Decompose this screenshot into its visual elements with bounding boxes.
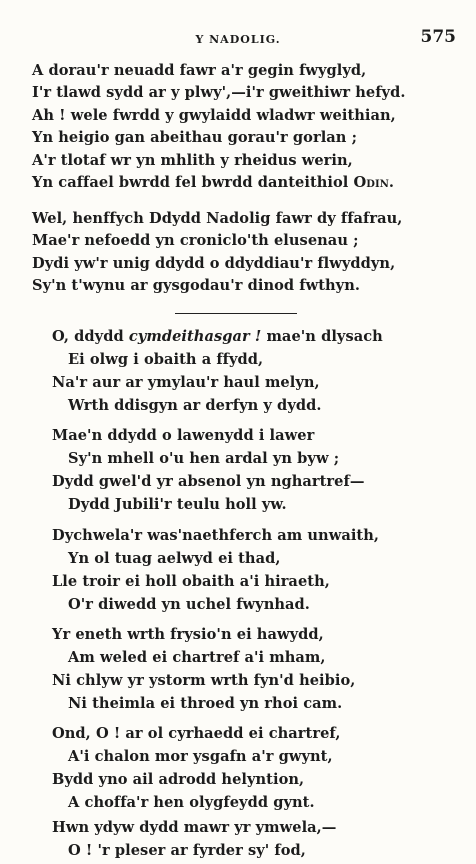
poem2-verse5 (52, 722, 341, 814)
verse-line: Dychwela'r was'naethferch am unwaith, (52, 527, 379, 544)
page-number: 575 (420, 27, 456, 47)
verse-line: Lle troir ei holl obaith a'i hiraeth, (52, 573, 330, 590)
verse-line (32, 172, 405, 194)
verse-line: A dorau'r neuadd fawr a'r gegin fwyglyd, (32, 62, 367, 79)
verse-line: Yr eneth wrth frysio'n ei hawydd, (52, 626, 324, 643)
poem1-stanza1 (32, 60, 405, 194)
poem1-stanza2 (32, 208, 402, 298)
verse-line: Ei olwg i obaith a ffydd, (68, 351, 264, 368)
verse-line: Dydi yw'r unig ddydd o ddyddiau'r flwyddyn, (32, 254, 396, 272)
verse-line: Ond, O ! ar ol cyrhaedd ei chartref, (52, 725, 341, 742)
italic-word: cymdeithasgar ! (128, 328, 262, 345)
poem2-verse4 (52, 623, 355, 715)
poem2-verse2 (52, 424, 364, 516)
verse-line: O'r diwedd yn uchel fwynhad. (68, 596, 310, 613)
verse-line: Wrth ddisgyn ar derfyn y dydd. (68, 397, 322, 414)
poem2-verse6 (52, 816, 336, 862)
verse-line: Dydd gwel'd yr absenol yn nghartref— (52, 473, 365, 490)
verse-line: Hwn ydyw dydd mawr yr ymwela,— (52, 819, 337, 836)
verse-line: Mae'r nefoedd yn croniclo'th elusenau ; (32, 232, 359, 250)
poem2-verse1 (52, 325, 383, 417)
verse-line: Bydd yno ail adrodd helyntion, (52, 771, 305, 788)
verse-line: Am weled ei chartref a'i mham, (68, 649, 326, 666)
verse-line: A'r tlotaf wr yn mhlith y rheidus werin, (32, 151, 353, 169)
verse-line: A choffa'r hen olygfeydd gynt. (68, 794, 315, 811)
verse-line (52, 325, 383, 348)
verse-line: A'i chalon mor ysgafn a'r gwynt, (68, 748, 333, 765)
verse-line: Ni chlyw yr ystorm wrth fyn'd heibio, (52, 672, 356, 689)
verse-line: Na'r aur ar ymylau'r haul melyn, (52, 374, 320, 391)
verse-text: mae'n dlysach (261, 328, 383, 345)
verse-line: Dydd Jubili'r teulu holl yw. (68, 496, 287, 513)
poem2-verse3 (52, 524, 379, 616)
section-divider (175, 313, 297, 314)
verse-line: Mae'n ddydd o lawenydd i lawer (52, 427, 315, 444)
running-title: Y NADOLIG. (195, 33, 281, 46)
verse-line: I'r tlawd sydd ar y plwy',—i'r gweithiwr hefyd. (32, 84, 406, 102)
verse-line: Sy'n mhell o'u hen ardal yn byw ; (68, 450, 340, 467)
verse-line: Sy'n t'wynu ar gysgodau'r dinod fwthyn. (32, 277, 360, 295)
verse-line: Ni theimla ei throed yn rhoi cam. (68, 695, 343, 712)
name-odin: Odin. (353, 174, 395, 192)
verse-text: O, ddydd (52, 328, 129, 345)
verse-line: Yn heigio gan abeithau gorau'r gorlan ; (32, 129, 358, 147)
verse-line: O ! 'r pleser ar fyrder sy' fod, (68, 842, 306, 859)
verse-text: Yn caffael bwrdd fel bwrdd danteithiol (32, 174, 354, 192)
verse-line: Yn ol tuag aelwyd ei thad, (68, 550, 281, 567)
verse-line: Wel, henffych Ddydd Nadolig fawr dy ffafrau, (32, 210, 403, 227)
verse-line: Ah ! wele fwrdd y gwylaidd wladwr weithian, (32, 106, 396, 124)
